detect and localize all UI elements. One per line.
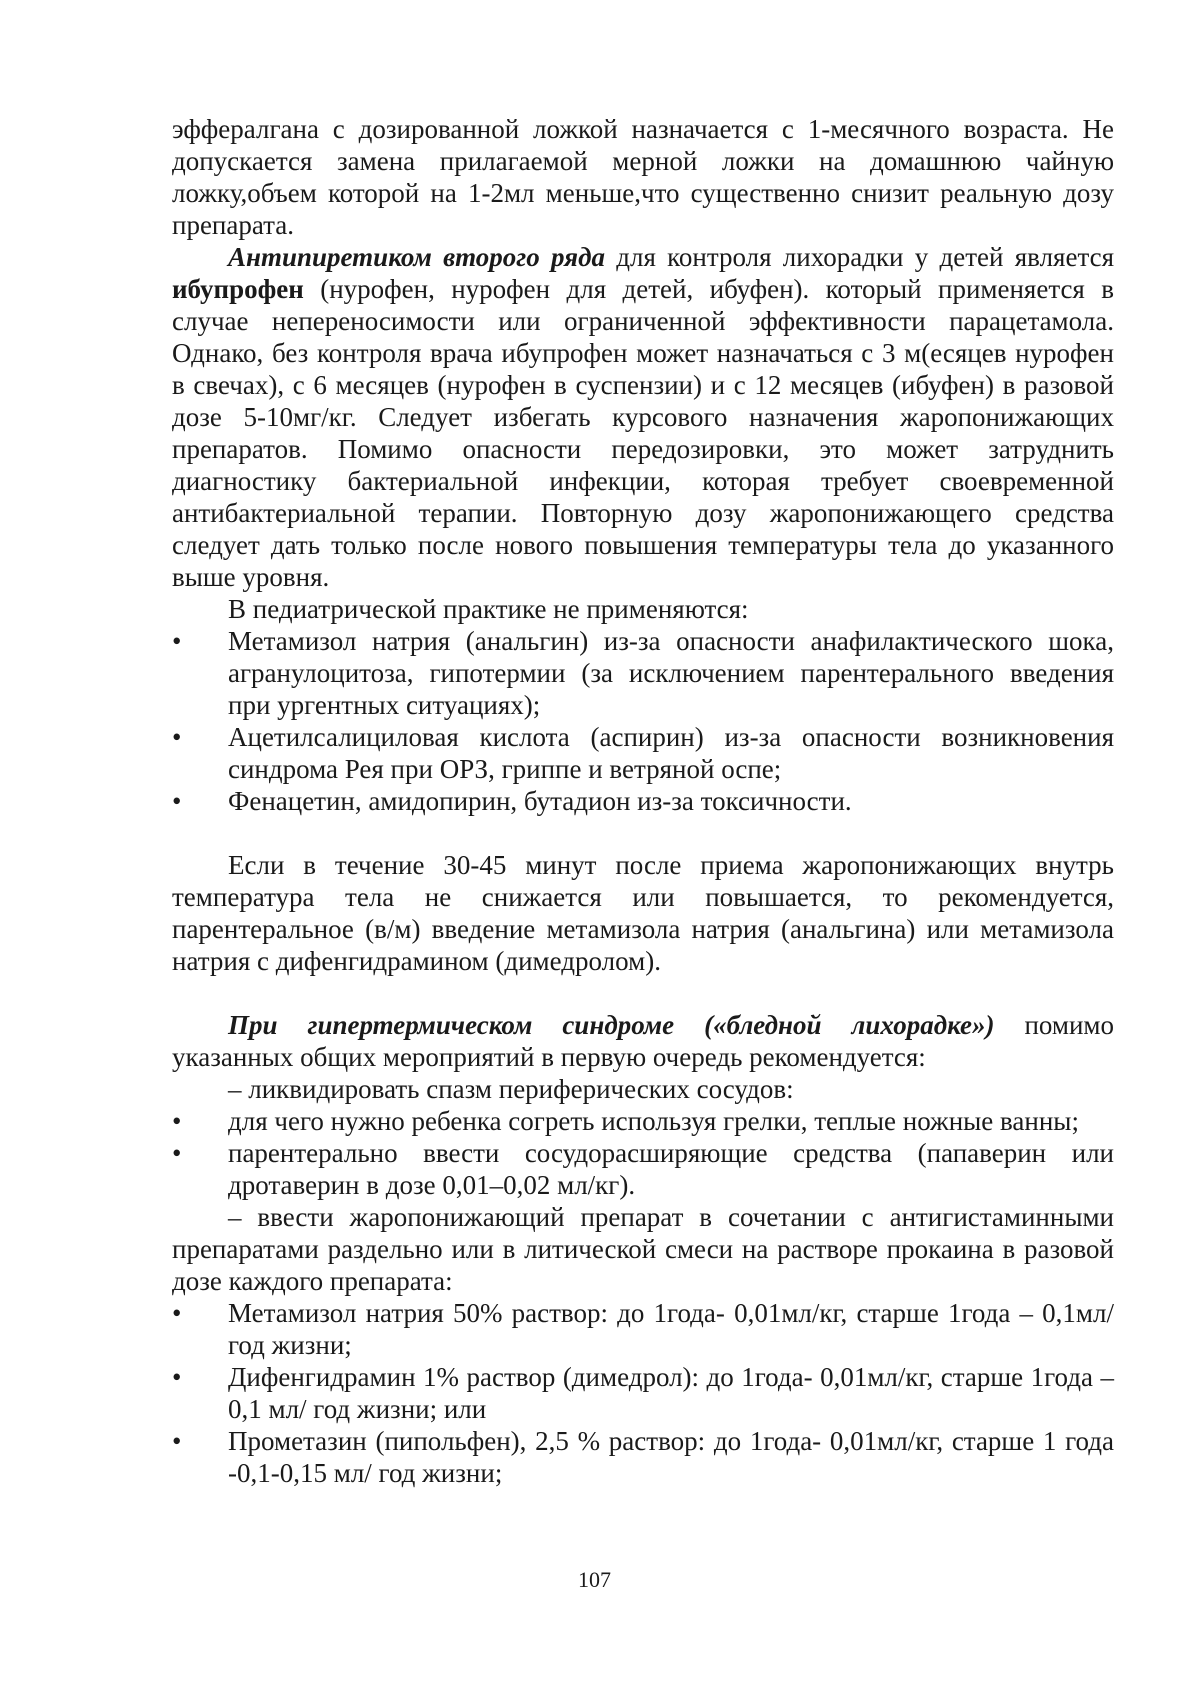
paragraph-antipyretic-combo: – ввести жаропонижающий препарат в сочетании с антигистаминными препаратами раздельно или в литической смеси на растворе прокаина в разовой дозе каждого препарата: <box>172 1202 1114 1296</box>
bullet-icon: • <box>172 786 182 816</box>
list-item-text: Метамизол натрия (анальгин) из-за опасности анафилактического шока, агранулоцитоза, гипотермии (за исключением парентерального введения при ургентных ситуациях); <box>228 626 1114 720</box>
bullet-icon: • <box>172 1298 182 1328</box>
emphasis-hyperthermic: При гипертермическом синдроме («бледной лихорадке») <box>228 1010 995 1040</box>
text-run: (нурофен, нурофен для детей, ибуфен). который применяется в случае непереносимости или ограниченной эффективности парацетамола. Однако, без контроля врача ибупрофен может назначаться с 3 м(есяцев нурофен в свечах), с 6 месяцев (нурофен в суспензии) и с 12 месяцев (ибуфен) в разовой дозе 5-10мг/кг. Следует избегать курсового назначения жаропонижающих препаратов. Помимо опасности передозировки, это может затруднить диагностику бактериальной инфекции, которая требует своевременной антибактериальной терапии. Повторную дозу жаропонижающего средства следует дать только после нового повышения температуры тела до указанного выше уровня. <box>172 274 1114 592</box>
page-body <box>172 113 1114 1489</box>
list-item-text: Метамизол натрия 50% раствор: до 1года- 0,01мл/кг, старше 1года – 0,1мл/год жизни; <box>228 1298 1114 1360</box>
page-number: 107 <box>578 1567 611 1592</box>
paragraph-hyperthermic-syndrome <box>172 1009 1114 1073</box>
paragraph-spasm: – ликвидировать спазм периферических сосудов: <box>228 1074 794 1104</box>
bullet-icon: • <box>172 722 182 752</box>
list-item <box>172 625 1114 721</box>
list-item <box>172 785 1114 817</box>
text-run: для контроля лихорадки у детей является <box>605 242 1114 272</box>
list-item-text: Дифенгидрамин 1% раствор (димедрол): до 1года- 0,01мл/кг, старше 1года –0,1 мл/ год жизни; или <box>228 1362 1114 1424</box>
list-item-text: для чего нужно ребенка согреть используя грелки, теплые ножные ванны; <box>228 1106 1079 1136</box>
paragraph-second-line-antipyretic <box>172 241 1114 593</box>
bullet-list-not-used <box>172 625 1114 817</box>
list-item-text: парентерально ввести сосудорасширяющие средства (папаверин или дротаверин в дозе 0,01–0,02 мл/кг). <box>228 1138 1114 1200</box>
bullet-icon: • <box>172 1138 182 1168</box>
emphasis-ibuprofen: ибупрофен <box>172 274 304 304</box>
paragraph-dosing-spoon: эффералгана с дозированной ложкой назначается с 1-месячного возраста. Не допускается замена прилагаемой мерной ложки на домашнюю чайную ложку,объем которой на 1-2мл меньше,что существенно снизит реальную дозу препарата. <box>172 114 1114 240</box>
text-run: помимо указанных общих мероприятий в первую очередь рекомендуется: <box>172 1010 1114 1072</box>
list-item <box>172 1137 1114 1201</box>
bullet-icon: • <box>172 1362 182 1392</box>
bullet-list-spasm <box>172 1105 1114 1201</box>
spacer <box>172 817 1114 849</box>
list-item <box>172 721 1114 785</box>
bullet-icon: • <box>172 626 182 656</box>
bullet-icon: • <box>172 1426 182 1456</box>
bullet-icon: • <box>172 1106 182 1136</box>
list-item <box>172 1425 1114 1489</box>
list-item-text: Фенацетин, амидопирин, бутадион из-за токсичности. <box>228 786 852 816</box>
list-item <box>172 1297 1114 1361</box>
paragraph-not-used-intro: В педиатрической практике не применяются: <box>228 594 749 624</box>
list-item <box>172 1105 1114 1137</box>
spacer <box>172 977 1114 1009</box>
emphasis-second-line: Антипиретиком второго ряда <box>228 242 605 272</box>
list-item-text: Ацетилсалициловая кислота (аспирин) из-за опасности возникновения синдрома Рея при ОРЗ, гриппе и ветряной оспе; <box>228 722 1114 784</box>
paragraph-parenteral: Если в течение 30-45 минут после приема жаропонижающих внутрь температура тела не снижается или повышается, то рекомендуется, парентеральное (в/м) введение метамизола натрия (анальгина) или метамизола натрия с дифенгидрамином (димедролом). <box>172 850 1114 976</box>
bullet-list-doses <box>172 1297 1114 1489</box>
list-item <box>172 1361 1114 1425</box>
list-item-text: Прометазин (пипольфен), 2,5 % раствор: до 1года- 0,01мл/кг, старше 1 года -0,1-0,15 мл/ год жизни; <box>228 1426 1114 1488</box>
